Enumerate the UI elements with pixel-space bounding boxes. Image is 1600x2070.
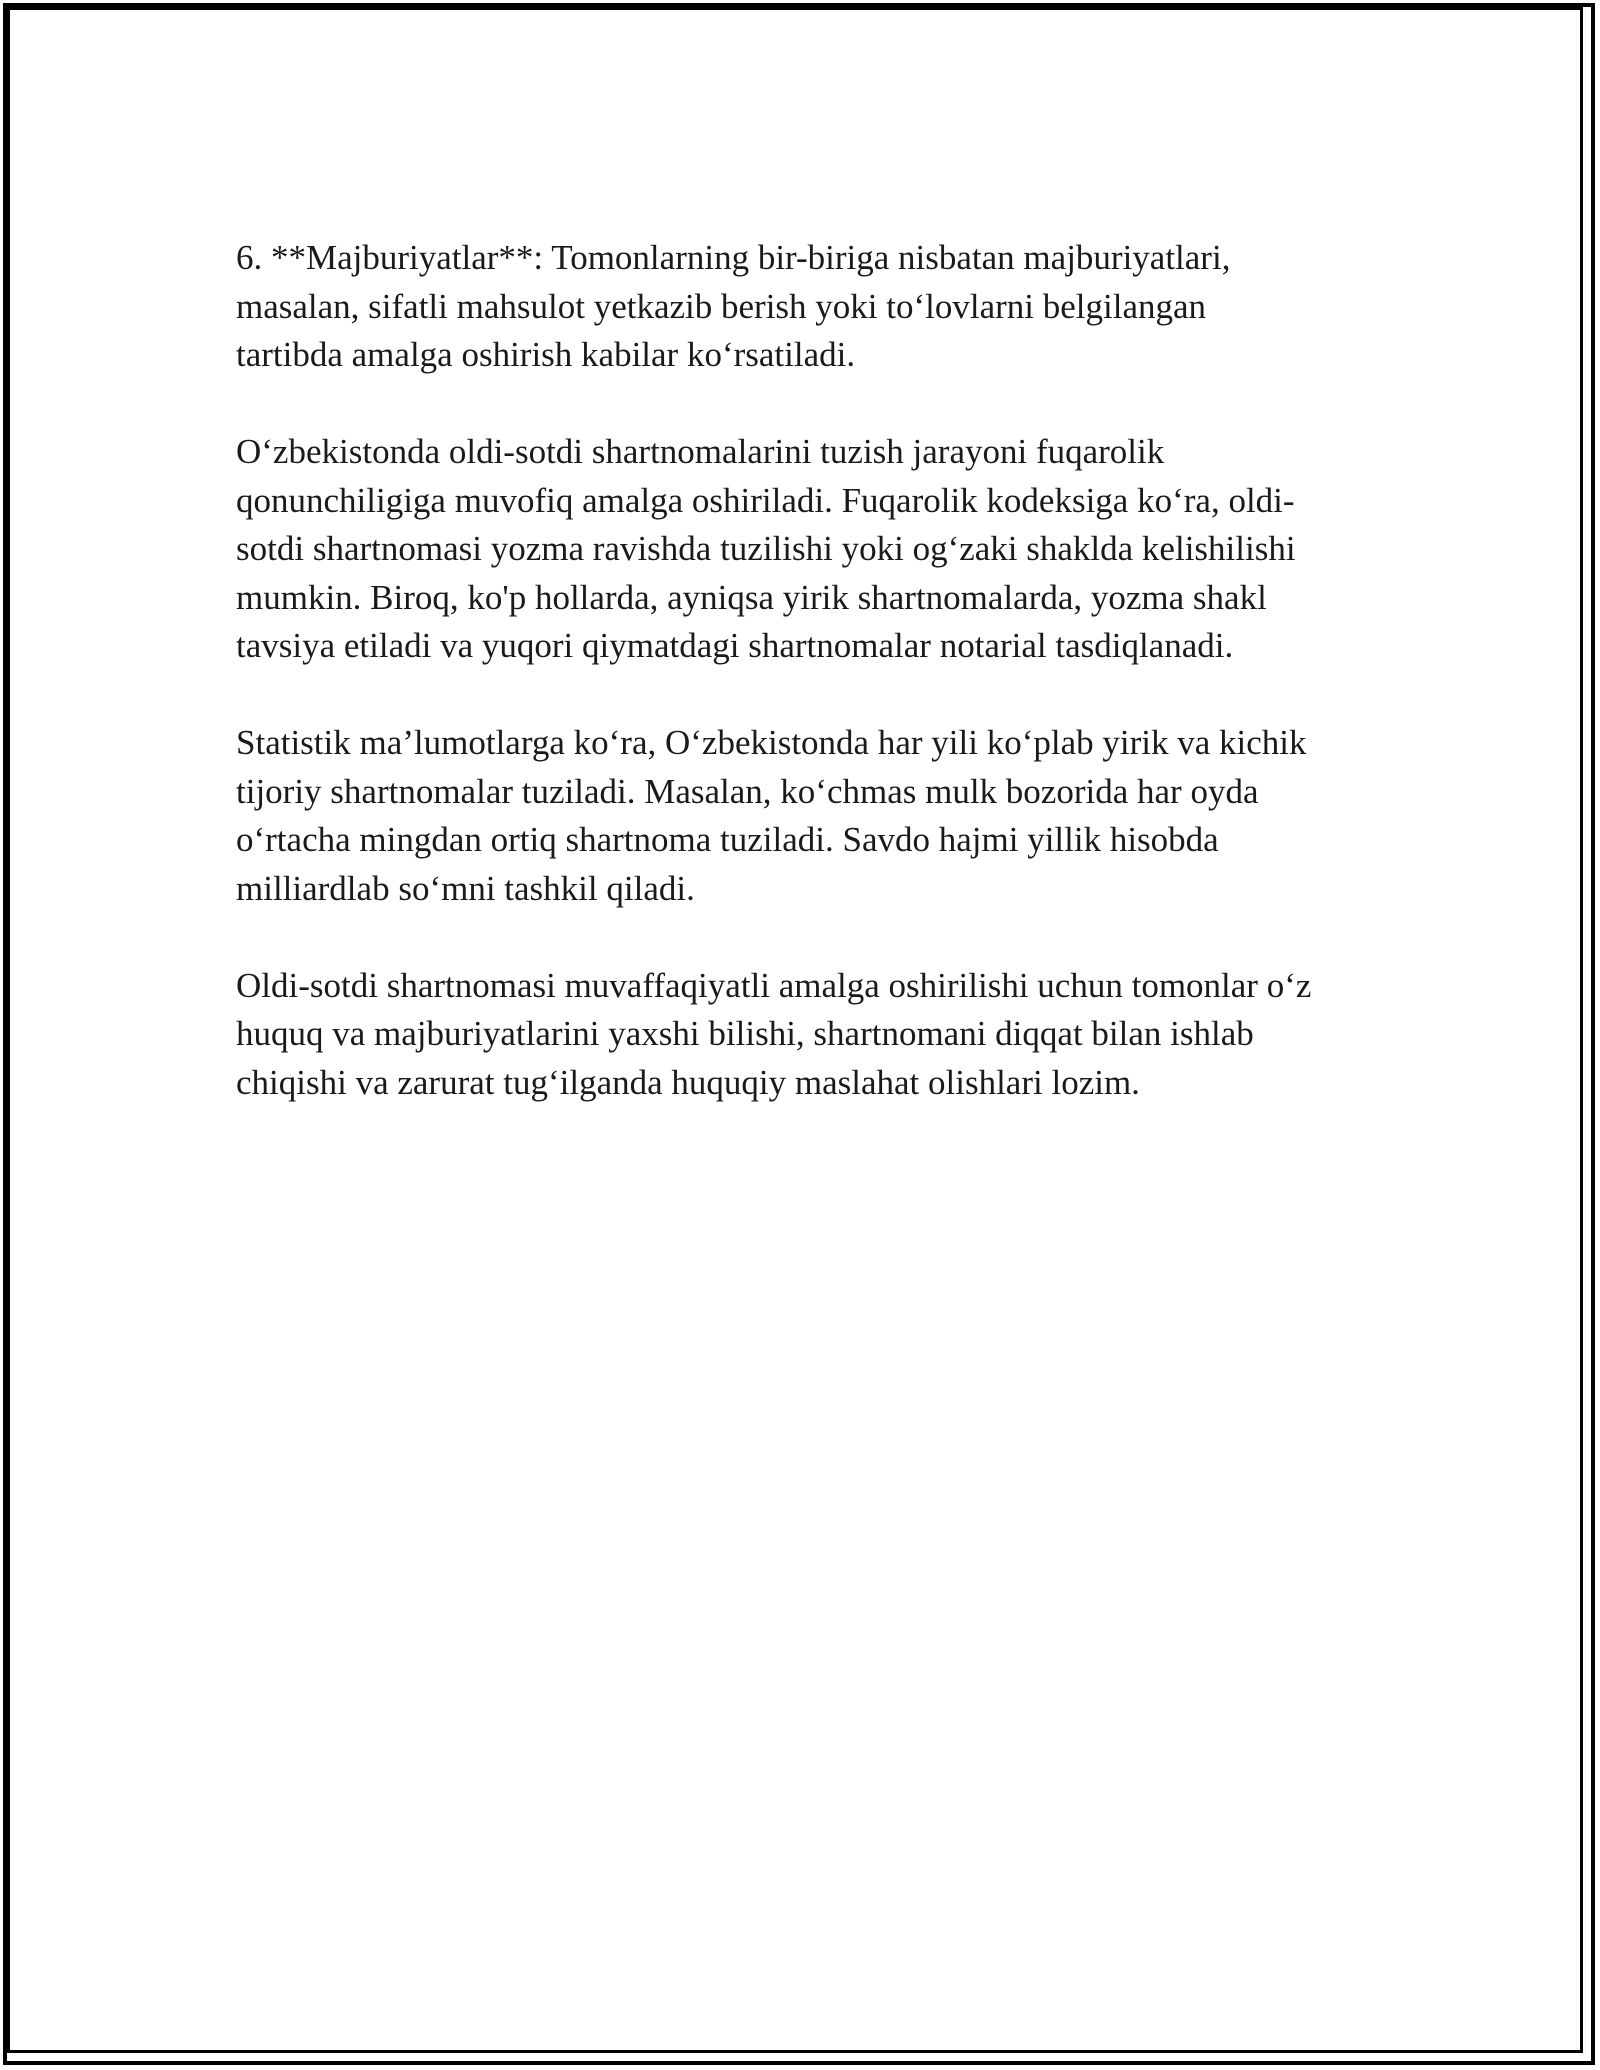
document-body: [236, 234, 1386, 1156]
paragraph-conclusion: Oldi-sotdi shartnomasi muvaffaqiyatli amalga oshirilishi uchun tomonlar o‘z huquq va majburiyatlarini yaxshi bilishi, shartnomani diqqat bilan ishlab chiqishi va zarurat tug‘ilganda huquqiy maslahat olishlari lozim.: [236, 965, 1312, 1102]
paragraph-legal-process: O‘zbekistonda oldi-sotdi shartnomalarini tuzish jarayoni fuqarolik qonunchiligiga muvofiq amalga oshiriladi. Fuqarolik kodeksiga ko‘ra, oldi- sotdi shartnomasi yozma ravishda tuzilishi yoki og‘zaki shaklda kelishilishi mumkin. Biroq, ko'p hollarda, ayniqsa yirik shartnomalarda, yozma shakl tavsiya etiladi va yuqori qiymatdagi shartnomalar notarial tasdiqlanadi.: [236, 432, 1296, 665]
paragraph-statistics: Statistik ma’lumotlarga ko‘ra, O‘zbekistonda har yili ko‘plab yirik va kichik tijoriy shartnomalar tuziladi. Masalan, ko‘chmas mulk bozorida har oyda o‘rtacha mingdan ortiq shartnoma tuziladi. Savdo hajmi yillik hisobda milliardlab so‘mni tashkil qiladi.: [236, 723, 1307, 908]
paragraph-obligations: 6. **Majburiyatlar**: Tomonlarning bir-biriga nisbatan majburiyatlari, masalan, sifatli mahsulot yetkazib berish yoki to‘lovlarni belgilangan tartibda amalga oshirish kabilar ko‘rsatiladi.: [236, 238, 1231, 374]
